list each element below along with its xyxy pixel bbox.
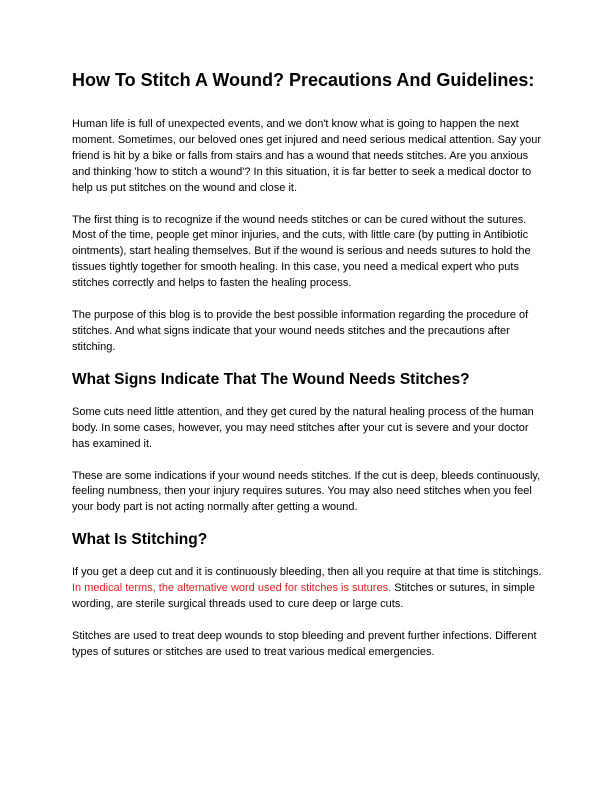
intro-paragraph-1: Human life is full of unexpected events, and we don't know what is going to happen the next moment. Sometimes, our beloved ones get injured and need serious medical attention. Say your friend is hit by a bike or falls from stairs and has a wound that needs stitches. Are you anxious and thinking 'how to stitch a wound'? In this situation, it is far better to seek a medical doctor to help us put stitches on the wound and close it.: [72, 118, 541, 194]
section-heading-stitching: What Is Stitching?: [72, 531, 208, 549]
stitching-paragraph-1: [72, 565, 542, 613]
document-page: [72, 68, 542, 677]
section-heading-signs: What Signs Indicate That The Wound Needs Stitches?: [72, 370, 470, 388]
intro-paragraph-3: The purpose of this blog is to provide the best possible information regarding the procedure of stitches. And what signs indicate that your wound needs stitches and the precautions after stitching.: [72, 309, 529, 353]
stitching-text-after: Stitches or sutures, in simple wording, are sterile surgical threads used to cure deep or large cuts.: [72, 582, 535, 611]
signs-paragraph-2: These are some indications if your wound needs stitches. If the cut is deep, bleeds continuously, feeling numbness, then your injury requires sutures. You may also need stitches when you feel your body part is not acting normally after getting a wound.: [72, 469, 541, 514]
stitching-paragraph-2: Stitches are used to treat deep wounds to stop bleeding and prevent further infections. Different types of sutures or stitches are used to treat various medical emergencies.: [72, 629, 537, 658]
highlighted-sentence: In medical terms, the alternative word used for stitches is sutures.: [72, 582, 392, 595]
stitching-text-before: If you get a deep cut and it is continuously bleeding, then all you require at that time is stitchings.: [72, 566, 542, 579]
article-title: How To Stitch A Wound? Precautions And Guidelines:: [72, 70, 535, 90]
intro-paragraph-2: The first thing is to recognize if the wound needs stitches or can be cured without the sutures. Most of the time, people get minor injuries, and the cuts, with little care (by putting in Antibiotic ointments), start healing themselves. But if the wound is serious and needs sutures to hold the tissues tightly together for smooth healing. In this case, you need a medical expert who puts stitches correctly and helps to fasten the healing process.: [72, 213, 531, 290]
signs-paragraph-1: Some cuts need little attention, and they get cured by the natural healing process of the human body. In some cases, however, you may need stitches after your cut is severe and your doctor has examined it.: [72, 405, 534, 450]
